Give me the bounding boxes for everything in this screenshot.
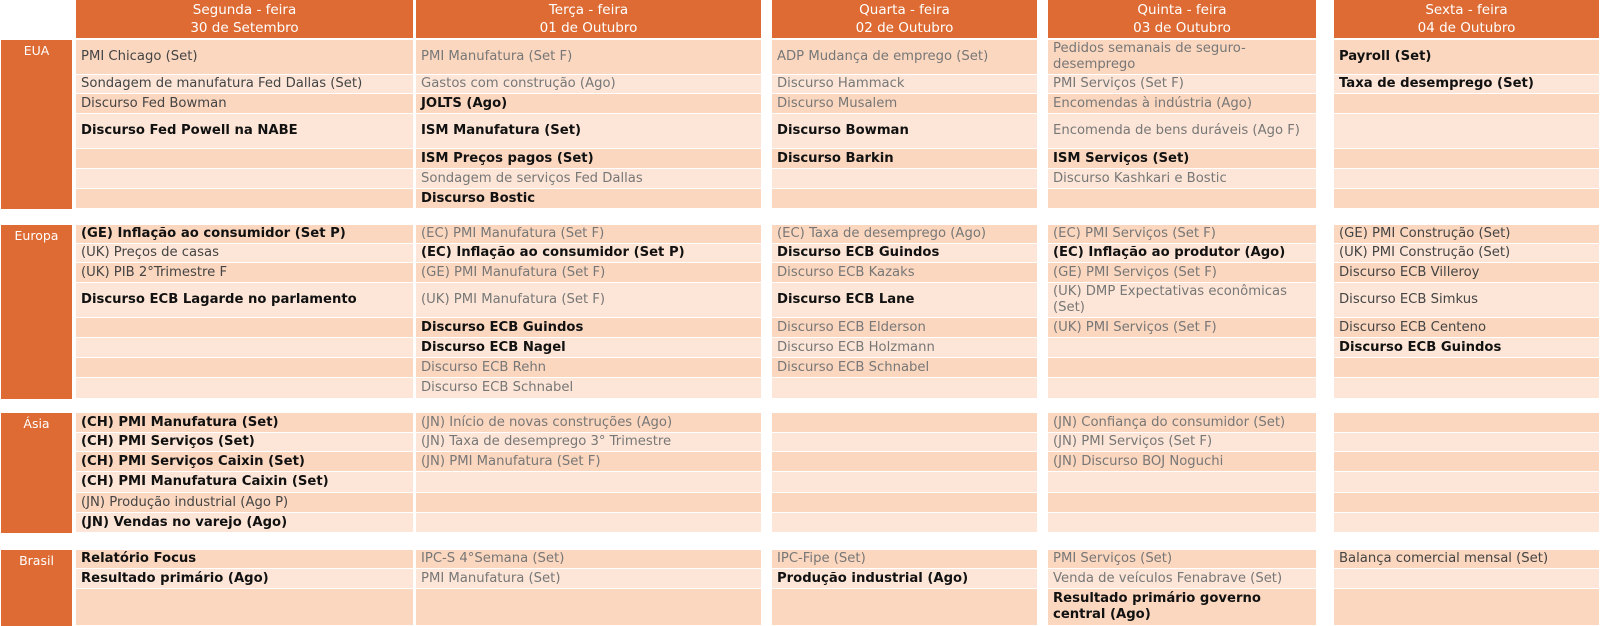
event-cell: JOLTS (Ago) [416,94,761,113]
day-name: Quinta - feira [1137,2,1227,18]
event-cell: Sondagem de serviços Fed Dallas [416,169,761,188]
event-cell: Discurso Bowman [772,114,1037,148]
event-cell [1334,513,1599,532]
event-cell: (JN) Vendas no varejo (Ago) [76,513,413,532]
event-cell: (GE) Inflação ao consumidor (Set P) [76,225,413,243]
event-cell: (UK) PMI Construção (Set) [1334,244,1599,262]
event-cell: PMI Manufatura (Set F) [416,40,761,74]
day-header [1048,0,1316,38]
event-cell: Relatório Focus [76,550,413,568]
event-cell: Sondagem de manufatura Fed Dallas (Set) [76,75,413,93]
event-cell: (GE) PMI Construção (Set) [1334,225,1599,243]
event-cell: Discurso ECB Schnabel [416,378,761,398]
event-cell [772,452,1037,471]
event-cell: Discurso Kashkari e Bostic [1048,169,1316,188]
event-cell: Balança comercial mensal (Set) [1334,550,1599,568]
event-cell [772,472,1037,492]
event-cell: Discurso Fed Bowman [76,94,413,113]
event-cell: Discurso ECB Rehn [416,358,761,377]
event-cell [1334,413,1599,432]
event-cell [1334,114,1599,148]
event-cell: Discurso ECB Guindos [1334,338,1599,357]
event-cell [76,338,413,357]
event-cell: (JN) Discurso BOJ Noguchi [1048,452,1316,471]
event-cell [772,378,1037,398]
day-header [416,0,761,38]
event-cell: Discurso ECB Nagel [416,338,761,357]
event-cell: ISM Serviços (Set) [1048,149,1316,168]
day-header [76,0,413,38]
event-cell: (JN) PMI Serviços (Set F) [1048,433,1316,451]
event-cell: (JN) Início de novas construções (Ago) [416,413,761,432]
region-label: Europa [1,225,72,399]
event-cell: Discurso ECB Schnabel [772,358,1037,377]
event-cell [1048,513,1316,532]
event-cell [76,378,413,398]
event-cell: Encomenda de bens duráveis (Ago F) [1048,114,1316,148]
event-cell: PMI Serviços (Set F) [1048,75,1316,93]
event-cell: (CH) PMI Serviços (Set) [76,433,413,451]
day-header [772,0,1037,38]
day-date: 02 de Outubro [855,20,954,36]
event-cell: (JN) Taxa de desemprego 3° Trimestre [416,433,761,451]
event-cell: Discurso ECB Villeroy [1334,263,1599,282]
event-cell: Payroll (Set) [1334,40,1599,74]
event-cell: (EC) Taxa de desemprego (Ago) [772,225,1037,243]
event-cell [1048,472,1316,492]
event-cell: (EC) Inflação ao consumidor (Set P) [416,244,761,262]
event-cell [76,149,413,168]
event-cell: Discurso Fed Powell na NABE [76,114,413,148]
event-cell: (UK) PIB 2°Trimestre F [76,263,413,282]
event-cell: Discurso ECB Lagarde no parlamento [76,283,413,317]
event-cell [1048,493,1316,512]
region-label: Brasil [1,550,72,626]
event-cell: (UK) DMP Expectativas econômicas (Set) [1048,283,1316,317]
event-cell: Gastos com construção (Ago) [416,75,761,93]
event-cell: Discurso ECB Lane [772,283,1037,317]
event-cell: Discurso ECB Elderson [772,318,1037,337]
event-cell [1334,378,1599,398]
event-cell [76,189,413,208]
event-cell [1048,358,1316,377]
event-cell [76,358,413,377]
event-cell [416,589,761,625]
event-cell [1048,338,1316,357]
event-cell [772,433,1037,451]
event-cell: PMI Chicago (Set) [76,40,413,74]
event-cell [1048,378,1316,398]
day-name: Quarta - feira [859,2,950,18]
event-cell: IPC-Fipe (Set) [772,550,1037,568]
event-cell [1334,589,1599,625]
event-cell: (JN) PMI Manufatura (Set F) [416,452,761,471]
event-cell [1334,169,1599,188]
event-cell [1334,94,1599,113]
event-cell [1048,189,1316,208]
event-cell [416,513,761,532]
event-cell [1334,189,1599,208]
event-cell: Produção industrial (Ago) [772,569,1037,588]
day-name: Segunda - feira [192,2,297,18]
event-cell: ADP Mudança de emprego (Set) [772,40,1037,74]
event-cell: PMI Manufatura (Set) [416,569,761,588]
event-cell [772,589,1037,625]
event-cell: Discurso ECB Guindos [416,318,761,337]
event-cell: Venda de veículos Fenabrave (Set) [1048,569,1316,588]
event-cell [416,493,761,512]
event-cell: PMI Serviços (Set) [1048,550,1316,568]
event-cell: (UK) PMI Serviços (Set F) [1048,318,1316,337]
event-cell: Discurso Hammack [772,75,1037,93]
event-cell [1334,358,1599,377]
event-cell: IPC-S 4°Semana (Set) [416,550,761,568]
event-cell: Discurso Bostic [416,189,761,208]
day-name: Sexta - feira [1425,2,1508,18]
event-cell: (JN) Produção industrial (Ago P) [76,493,413,512]
day-date: 03 de Outubro [1133,20,1231,36]
event-cell: (CH) PMI Serviços Caixin (Set) [76,452,413,471]
event-cell: Discurso ECB Centeno [1334,318,1599,337]
event-cell [1334,149,1599,168]
event-cell [76,169,413,188]
event-cell: (GE) PMI Serviços (Set F) [1048,263,1316,282]
day-name: Terça - feira [548,2,629,18]
event-cell [772,493,1037,512]
event-cell: Resultado primário (Ago) [76,569,413,588]
day-header [1334,0,1599,38]
event-cell: (EC) Inflação ao produtor (Ago) [1048,244,1316,262]
event-cell: (EC) PMI Manufatura (Set F) [416,225,761,243]
event-cell: (CH) PMI Manufatura Caixin (Set) [76,472,413,492]
event-cell: Pedidos semanais de seguro-desemprego [1048,40,1316,74]
event-cell: Resultado primário governo central (Ago) [1048,589,1316,625]
event-cell [1334,433,1599,451]
region-label: EUA [1,40,72,209]
event-cell [1334,569,1599,588]
event-cell: (EC) PMI Serviços (Set F) [1048,225,1316,243]
event-cell: Discurso Barkin [772,149,1037,168]
event-cell [76,589,413,625]
event-cell: (UK) PMI Manufatura (Set F) [416,283,761,317]
event-cell [1334,472,1599,492]
event-cell: Discurso ECB Guindos [772,244,1037,262]
event-cell: ISM Manufatura (Set) [416,114,761,148]
event-cell [1334,493,1599,512]
event-cell: Discurso ECB Holzmann [772,338,1037,357]
region-label: Ásia [1,413,72,533]
event-cell: (CH) PMI Manufatura (Set) [76,413,413,432]
event-cell [772,413,1037,432]
event-cell [76,318,413,337]
event-cell: Encomendas à indústria (Ago) [1048,94,1316,113]
event-cell [772,169,1037,188]
event-cell: ISM Preços pagos (Set) [416,149,761,168]
event-cell [772,189,1037,208]
day-date: 04 de Outubro [1417,20,1516,36]
event-cell: Taxa de desemprego (Set) [1334,75,1599,93]
event-cell: (UK) Preços de casas [76,244,413,262]
event-cell [1334,452,1599,471]
event-cell: Discurso ECB Kazaks [772,263,1037,282]
event-cell [416,472,761,492]
event-cell: Discurso Musalem [772,94,1037,113]
day-date: 30 de Setembro [190,20,299,36]
event-cell: (GE) PMI Manufatura (Set F) [416,263,761,282]
day-date: 01 de Outubro [539,20,638,36]
event-cell: (JN) Confiança do consumidor (Set) [1048,413,1316,432]
event-cell: Discurso ECB Simkus [1334,283,1599,317]
event-cell [772,513,1037,532]
